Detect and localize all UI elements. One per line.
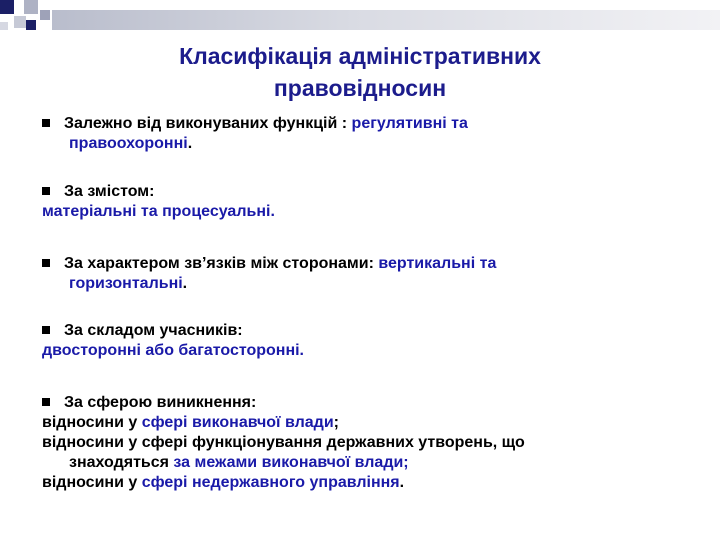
bullet-square-icon bbox=[42, 119, 50, 127]
item-end: . bbox=[182, 275, 188, 292]
header-bar bbox=[52, 10, 720, 30]
item-value: двосторонні або багатосторонні. bbox=[42, 342, 304, 359]
deco-square bbox=[14, 16, 26, 28]
bullet-square-icon bbox=[42, 187, 50, 195]
item-label: За сферою виникнення: bbox=[64, 394, 257, 411]
list-item bbox=[42, 254, 692, 294]
deco-square bbox=[26, 20, 36, 30]
item-conj: та bbox=[475, 255, 497, 272]
subline-highlight: сфері виконавчої влади bbox=[141, 414, 334, 431]
deco-square bbox=[0, 22, 8, 30]
item-value: правоохоронні bbox=[69, 135, 188, 152]
bullet-square-icon bbox=[42, 398, 50, 406]
deco-square bbox=[0, 0, 14, 14]
subline-text: відносини у bbox=[42, 414, 142, 431]
page-title bbox=[110, 40, 610, 104]
item-value: матеріальні та процесуальні. bbox=[42, 203, 275, 220]
deco-square bbox=[40, 10, 50, 20]
subline-highlight: за межами виконавчої влади; bbox=[173, 454, 409, 471]
item-end: . bbox=[187, 135, 193, 152]
title-line: Класифікація адміністративних bbox=[179, 43, 541, 69]
list-item bbox=[42, 114, 692, 154]
subline-end: ; bbox=[333, 414, 339, 431]
item-subline bbox=[42, 413, 692, 433]
item-conj: та bbox=[446, 115, 468, 132]
subline-highlight: сфері недержавного управління bbox=[141, 474, 400, 491]
item-label: За складом учасників: bbox=[64, 322, 243, 339]
item-value: регулятивні bbox=[351, 115, 447, 132]
title-line: правовідносин bbox=[273, 75, 447, 101]
item-label: За змістом: bbox=[64, 183, 155, 200]
subline-text: відносини у bbox=[42, 474, 142, 491]
item-subline bbox=[42, 473, 692, 493]
list-item bbox=[42, 321, 692, 361]
subline-text: знаходяться bbox=[69, 454, 174, 471]
item-subline bbox=[42, 453, 692, 473]
subline-text: відносини у сфері функціонування державних утворень, що bbox=[42, 434, 525, 451]
list-item bbox=[42, 182, 692, 222]
bullet-square-icon bbox=[42, 259, 50, 267]
list-item bbox=[42, 393, 692, 493]
subline-end: . bbox=[399, 474, 405, 491]
item-value: горизонтальні bbox=[69, 275, 183, 292]
deco-square bbox=[24, 0, 38, 14]
item-label: Залежно від виконуваних функцій : bbox=[64, 115, 352, 132]
item-label: За характером зв’язків між сторонами: bbox=[64, 255, 379, 272]
item-value: вертикальні bbox=[378, 255, 476, 272]
bullet-square-icon bbox=[42, 326, 50, 334]
item-subline bbox=[42, 433, 692, 453]
